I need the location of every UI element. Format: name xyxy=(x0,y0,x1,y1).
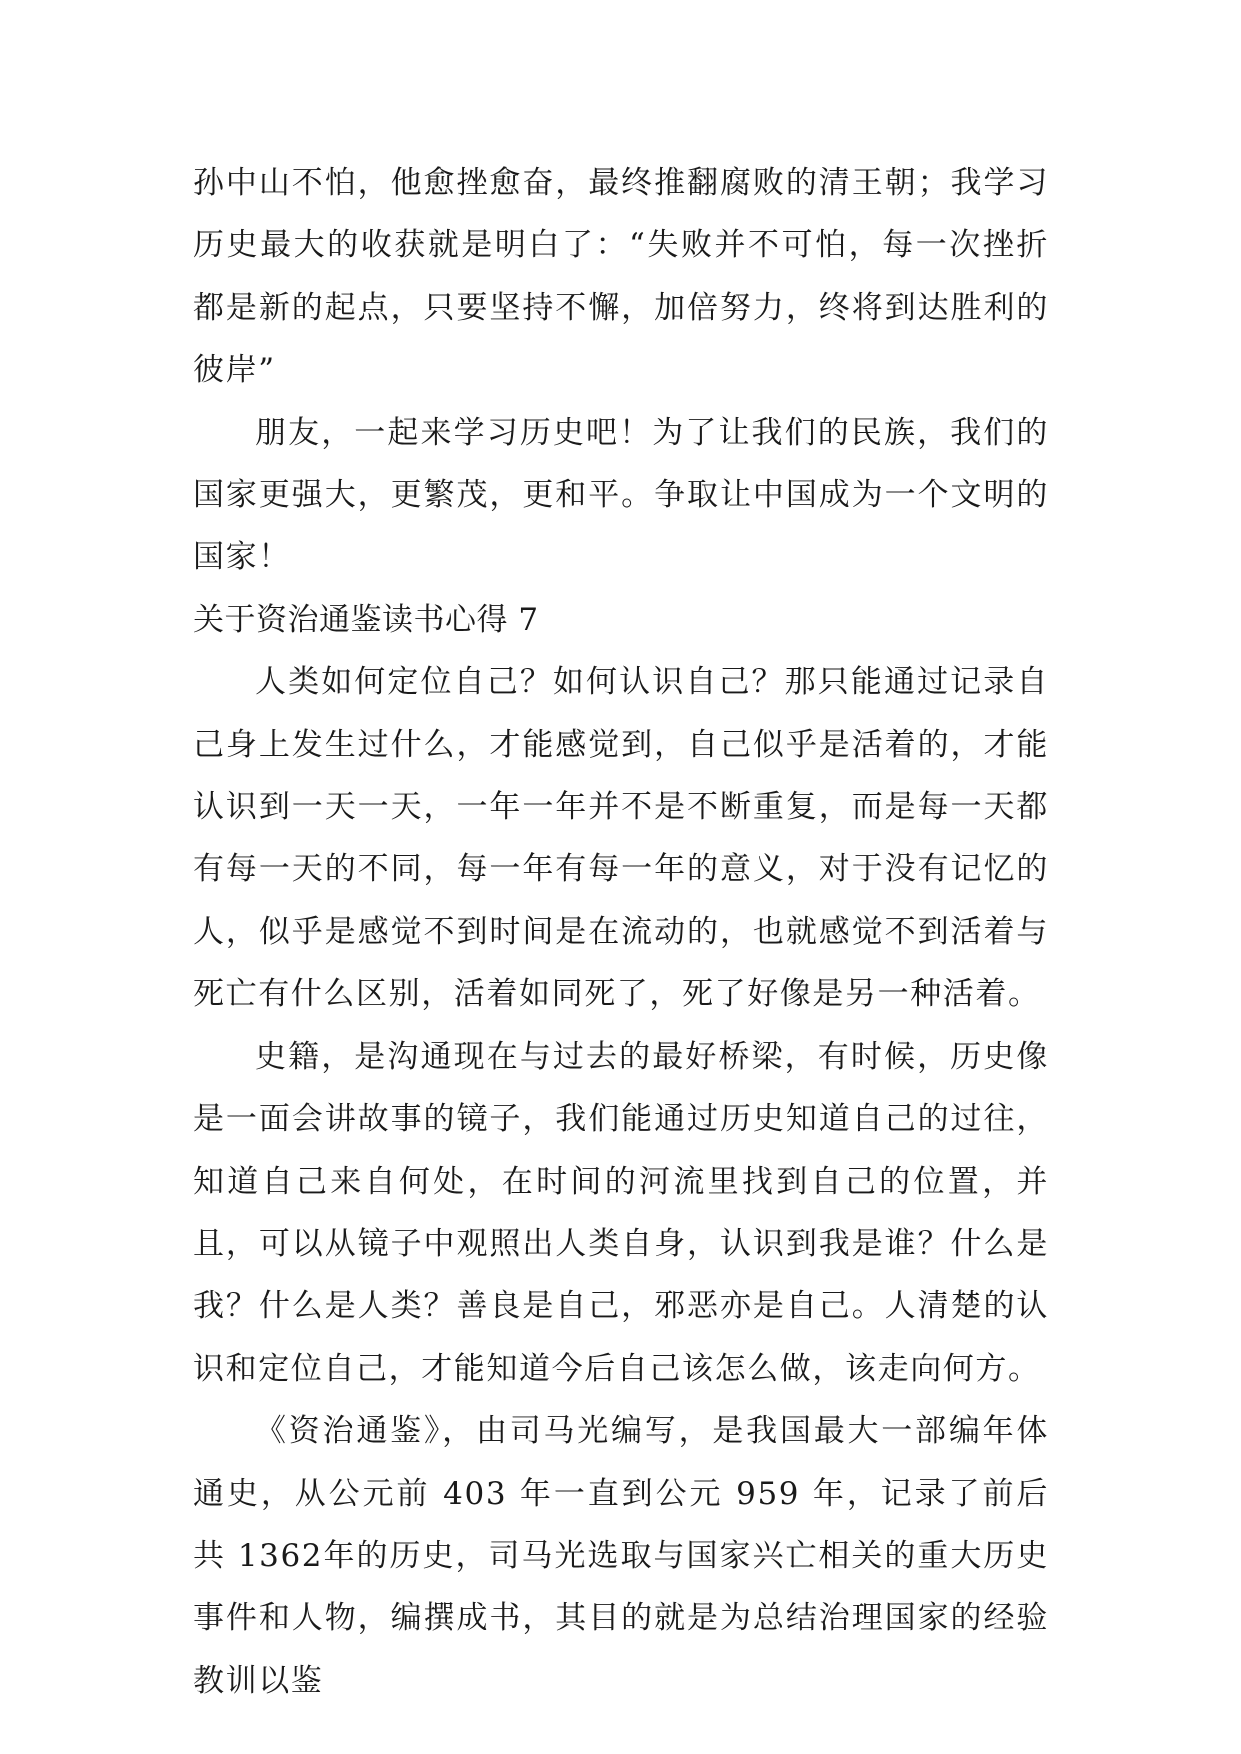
document-page xyxy=(193,152,1049,1712)
section-heading: 关于资治通鉴读书心得 7 xyxy=(193,601,539,638)
paragraph-self-positioning: 人类如何定位自己？如何认识自己？那只能通过记录自己身上发生过什么，才能感觉到，自己似乎是活着的，才能认识到一天一天，一年一年并不是不断重复，而是每一天都有每一天的不同，每一年有每一年的意义，对于没有记忆的人，似乎是感觉不到时间是在流动的，也就感觉不到活着与死亡有什么区别，活着如同死了，死了好像是另一种活着。 xyxy=(193,664,1049,1013)
paragraph-history-mirror: 史籍，是沟通现在与过去的最好桥梁，有时候，历史像是一面会讲故事的镜子，我们能通过历史知道自己的过往，知道自己来自何处，在时间的河流里找到自己的位置，并且，可以从镜子中观照出人类自身，认识到我是谁？什么是我？什么是人类？善良是自己，邪恶亦是自己。人清楚的认识和定位自己，才能知道今后自己该怎么做，该走向何方。 xyxy=(193,1038,1049,1387)
paragraph-continuation: 孙中山不怕，他愈挫愈奋，最终推翻腐败的清王朝；我学习历史最大的收获就是明白了：“失败并不可怕，每一次挫折都是新的起点，只要坚持不懈，加倍努力，终将到达胜利的彼岸” xyxy=(193,165,1049,389)
paragraph-friends-learn-history: 朋友，一起来学习历史吧！为了让我们的民族，我们的国家更强大，更繁茂，更和平。争取让中国成为一个文明的国家！ xyxy=(193,414,1049,576)
paragraph-zizhi-tongjian: 《资治通鉴》，由司马光编写，是我国最大一部编年体通史，从公元前 403 年一直到公元 959 年，记录了前后共 1362年的历史，司马光选取与国家兴亡相关的重大历史事件和人物，编撰成书，其目的就是为总结治理国家的经验教训以鉴 xyxy=(193,1413,1049,1699)
